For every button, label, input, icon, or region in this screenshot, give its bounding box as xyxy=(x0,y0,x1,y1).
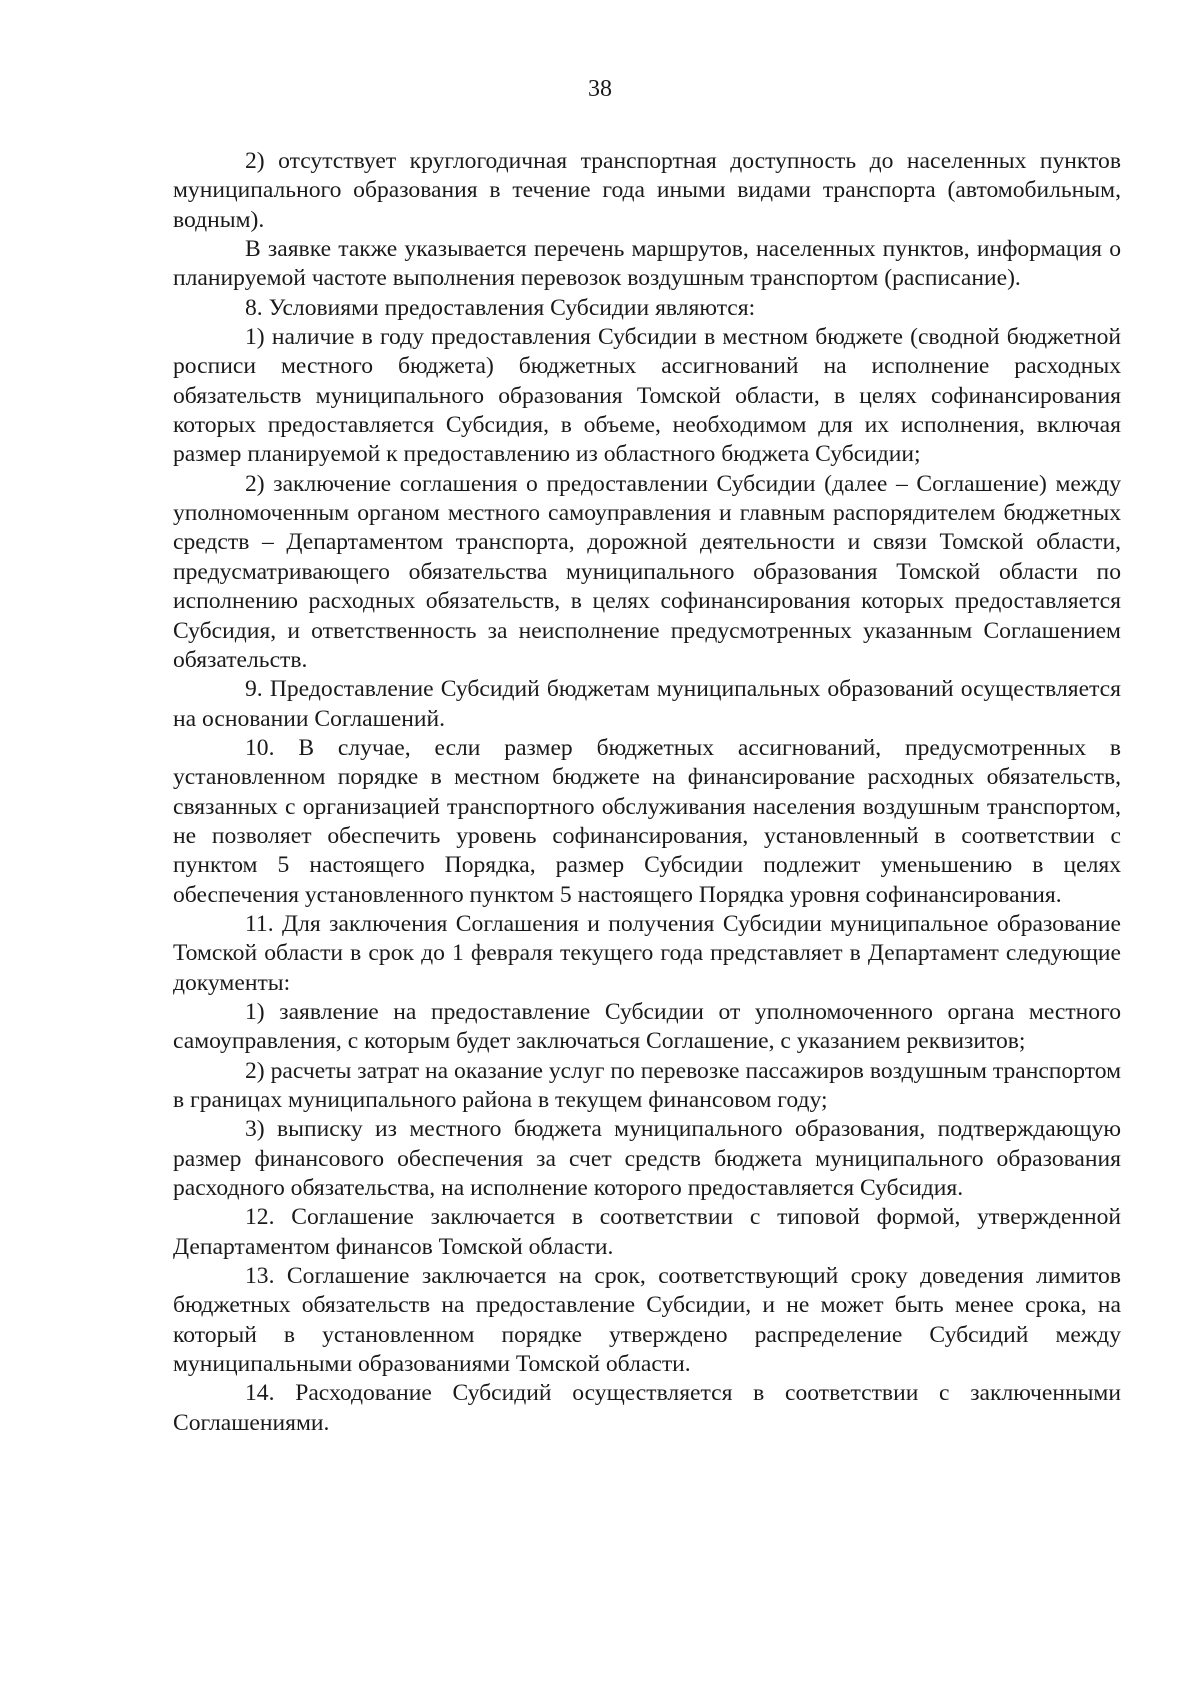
paragraph-11-item-1: 1) заявление на предоставление Субсидии от уполномоченного органа местного самоуправления, с которым будет заключаться Соглашение, с указанием реквизитов; xyxy=(173,998,1121,1055)
paragraph-11-item-3: 3) выписку из местного бюджета муниципального образования, подтверждающую размер финансового обеспечения за счет средств бюджета муниципального образования расходного обязательства, на исполнение которого предоставляется Субсидия. xyxy=(173,1116,1121,1202)
paragraph-subitem-2-no-year-round-access: 2) отсутствует круглогодичная транспортная доступность до населенных пунктов муниципального образования в течение года иными видами транспорта (автомобильным, водным). xyxy=(173,148,1121,233)
paragraph-application-contents: В заявке также указывается перечень маршрутов, населенных пунктов, информация о планируемой частоте выполнения перевозок воздушным транспортом (расписание). xyxy=(173,236,1121,292)
page-number: 38 xyxy=(588,76,612,102)
paragraph-11: 11. Для заключения Соглашения и получения Субсидии муниципальное образование Томской области в срок до 1 февраля текущего года представляет в Департамент следующие документы: xyxy=(173,910,1121,996)
paragraph-8-item-1: 1) наличие в году предоставления Субсидии в местном бюджете (сводной бюджетной росписи местного бюджета) бюджетных ассигнований на исполнение расходных обязательств муниципального образования Томской области, в целях софинансирования которых предоставляется Субсидия, в объеме, необходимом для их исполнения, включая размер планируемой к предоставлению из областного бюджета Субсидии; xyxy=(173,324,1121,468)
paragraph-13: 13. Соглашение заключается на срок, соответствующий сроку доведения лимитов бюджетных обязательств на предоставление Субсидии, и не может быть менее срока, на который в установленном порядке утверждено распределение Субсидий между муниципальными образованиями Томской области. xyxy=(173,1263,1121,1378)
paragraph-14: 14. Расходование Субсидий осуществляется в соответствии с заключенными Соглашениями. xyxy=(173,1380,1121,1436)
document-body xyxy=(173,147,1121,1438)
paragraph-12: 12. Соглашение заключается в соответствии с типовой формой, утвержденной Департаментом финансов Томской области. xyxy=(173,1204,1121,1260)
paragraph-11-item-2: 2) расчеты затрат на оказание услуг по перевозке пассажиров воздушным транспортом в границах муниципального района в текущем финансовом году; xyxy=(173,1057,1121,1113)
paragraph-9: 9. Предоставление Субсидий бюджетам муниципальных образований осуществляется на основании Соглашений. xyxy=(173,676,1121,732)
paragraph-10: 10. В случае, если размер бюджетных ассигнований, предусмотренных в установленном порядке в местном бюджете на финансирование расходных обязательств, связанных с организацией транспортного обслуживания населения воздушным транспортом, не позволяет обеспечить уровень софинансирования, установленный в соответствии с пунктом 5 настоящего Порядка, размер Субсидии подлежит уменьшению в целях обеспечения установленного пунктом 5 настоящего Порядка уровня софинансирования. xyxy=(173,734,1121,908)
paragraph-8-conditions: 8. Условиями предоставления Субсидии являются: xyxy=(245,294,756,321)
paragraph-8-item-2: 2) заключение соглашения о предоставлении Субсидии (далее – Соглашение) между уполномоченным органом местного самоуправления и главным распорядителем бюджетных средств – Департаментом транспорта, дорожной деятельности и связи Томской области, предусматривающего обязательства муниципального образования Томской области по исполнению расходных обязательств, в целях софинансирования которых предоставляется Субсидия, и ответственность за неисполнение предусмотренных указанным Соглашением обязательств. xyxy=(173,470,1121,673)
